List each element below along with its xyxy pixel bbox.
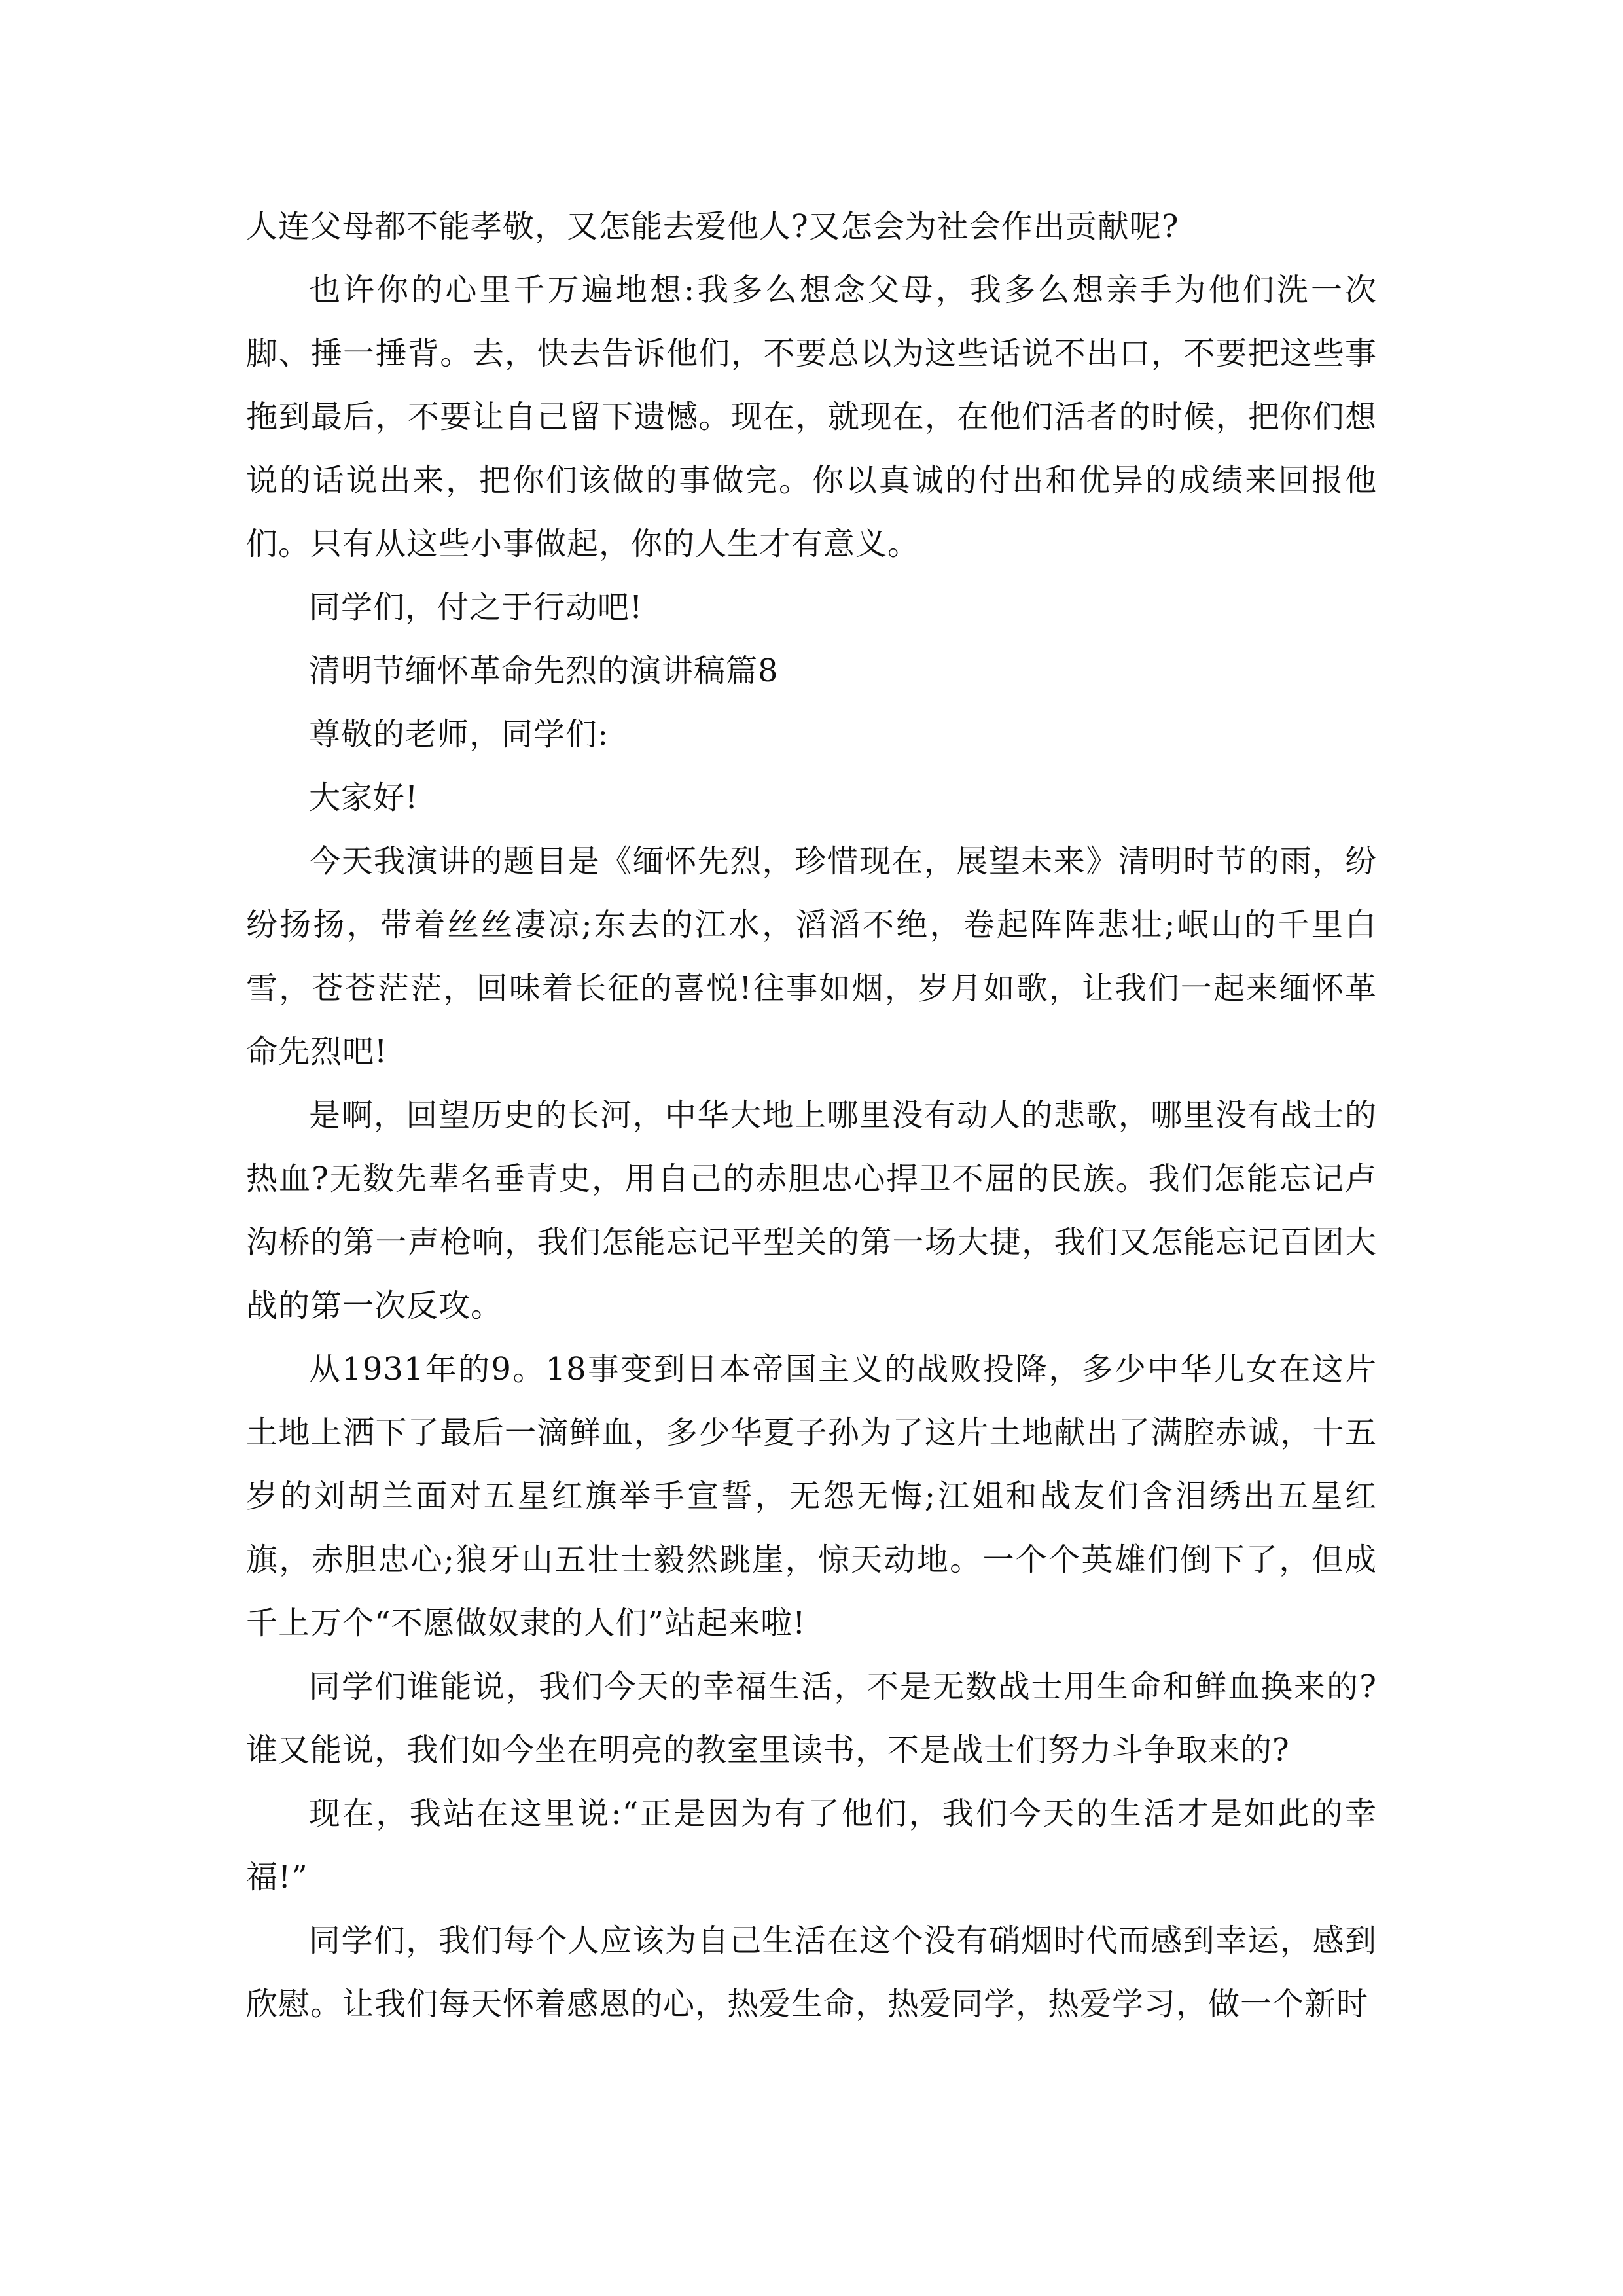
paragraph: 从1931年的9。18事变到日本帝国主义的战败投降，多少中华儿女在这片土地上洒下了最后一滴鲜血，多少华夏子孙为了这片土地献出了满腔赤诚，十五岁的刘胡兰面对五星红旗举手宣誓，无怨无悔;江姐和战友们含泪绣出五星红旗，赤胆忠心;狼牙山五壮士毅然跳崖，惊天动地。一个个英雄们倒下了，但成千上万个“不愿做奴隶的人们”站起来啦! <box>246 1351 1377 1641</box>
paragraph: 同学们谁能说，我们今天的幸福生活，不是无数战士用生命和鲜血换来的?谁又能说，我们如今坐在明亮的教室里读书，不是战士们努力斗争取来的? <box>246 1668 1377 1768</box>
paragraph: 现在，我站在这里说:“正是因为有了他们，我们今天的生活才是如此的幸福!” <box>246 1795 1377 1895</box>
greeting: 大家好! <box>309 780 419 816</box>
paragraph: 同学们，付之于行动吧! <box>309 589 643 626</box>
document-body <box>246 195 1377 2036</box>
paragraph: 是啊，回望历史的长河，中华大地上哪里没有动人的悲歌，哪里没有战士的热血?无数先辈名垂青史，用自己的赤胆忠心捍卫不屈的民族。我们怎能忘记卢沟桥的第一声枪响，我们怎能忘记平型关的第一场大捷，我们又怎能忘记百团大战的第一次反攻。 <box>246 1097 1377 1324</box>
paragraph: 今天我演讲的题目是《缅怀先烈，珍惜现在，展望未来》清明时节的雨，纷纷扬扬，带着丝丝凄凉;东去的江水，滔滔不绝，卷起阵阵悲壮;岷山的千里白雪，苍苍茫茫，回味着长征的喜悦!往事如烟，岁月如歌，让我们一起来缅怀革命先烈吧! <box>246 843 1377 1070</box>
paragraph: 同学们，我们每个人应该为自己生活在这个没有硝烟时代而感到幸运，感到欣慰。让我们每天怀着感恩的心，热爱生命，热爱同学，热爱学习，做一个新时 <box>246 1922 1377 2022</box>
salutation: 尊敬的老师，同学们: <box>309 716 609 753</box>
paragraph: 人连父母都不能孝敬，又怎能去爱他人?又怎会为社会作出贡献呢? <box>246 208 1179 245</box>
section-title: 清明节缅怀革命先烈的演讲稿篇8 <box>309 653 779 689</box>
paragraph: 也许你的心里千万遍地想:我多么想念父母，我多么想亲手为他们洗一次脚、捶一捶背。去，快去告诉他们，不要总以为这些话说不出口，不要把这些事拖到最后，不要让自己留下遗憾。现在，就现在，在他们活者的时候，把你们想说的话说出来，把你们该做的事做完。你以真诚的付出和优异的成绩来回报他们。只有从这些小事做起，你的人生才有意义。 <box>246 272 1377 562</box>
